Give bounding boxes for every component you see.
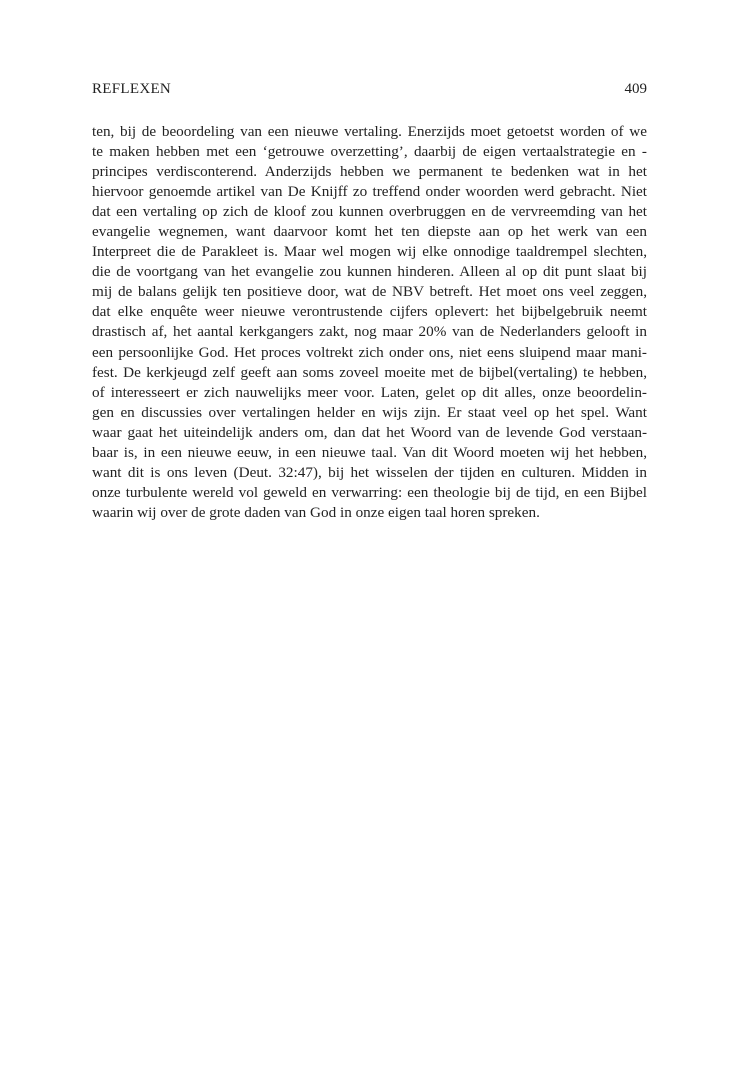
text-line: fest. De kerkjeugd zelf geeft aan soms zoveel moeite met de bijbel(vertaling) te hebben, <box>92 363 647 381</box>
text-line: die de voortgang van het evangelie zou kunnen hinderen. Alleen al op dit punt slaat bij <box>92 263 647 281</box>
text-line: evangelie wegnemen, want daarvoor komt het ten diepste aan op het werk van een <box>92 223 647 241</box>
text-line: waar gaat het uiteindelijk anders om, dan dat het Woord van de levende God verstaan- <box>92 423 647 441</box>
page-number: 409 <box>624 81 647 97</box>
body-paragraph <box>92 122 647 523</box>
text-line: baar is, in een nieuwe eeuw, in een nieuwe taal. Van dit Woord moeten wij het hebben, <box>92 443 647 461</box>
text-line: want dit is ons leven (Deut. 32:47), bij het wisselen der tijden en culturen. Midden in <box>92 463 647 481</box>
text-line: dat een vertaling op zich de kloof zou kunnen overbruggen en de vervreemding van het <box>92 203 647 221</box>
text-line: Interpreet die de Parakleet is. Maar wel mogen wij elke onnodige taaldrempel slechten, <box>92 243 647 261</box>
text-line: te maken hebben met een ‘getrouwe overzetting’, daarbij de eigen vertaalstrategie en - <box>92 143 647 161</box>
running-title: REFLEXEN <box>92 81 172 97</box>
text-line: mij de balans gelijk ten positieve door, wat de NBV betreft. Het moet ons veel zeggen, <box>92 283 647 301</box>
text-line: ten, bij de beoordeling van een nieuwe vertaling. Enerzijds moet getoetst worden of we <box>92 123 647 140</box>
running-head <box>92 79 647 99</box>
text-line: gen en discussies over vertalingen helder en wijs zijn. Er staat veel op het spel. Want <box>92 403 647 421</box>
text-line: waarin wij over de grote daden van God in onze eigen taal horen spreken. <box>92 503 540 521</box>
text-line: drastisch af, het aantal kerkgangers zakt, nog maar 20% van de Nederlanders gelooft in <box>92 323 647 341</box>
text-line: principes verdisconterend. Anderzijds hebben we permanent te bedenken wat in het <box>92 163 647 181</box>
text-line: of interesseert er zich nauwelijks meer voor. Laten, gelet op dit alles, onze beoordelin- <box>92 383 647 401</box>
text-line: een persoonlijke God. Het proces voltrekt zich onder ons, niet eens sluipend maar mani- <box>92 343 647 361</box>
text-line: dat elke enquête weer nieuwe verontrustende cijfers oplevert: het bijbelgebruik neemt <box>92 303 647 321</box>
text-line: hiervoor genoemde artikel van De Knijff zo treffend onder woorden werd gebracht. Niet <box>92 183 647 201</box>
text-line: onze turbulente wereld vol geweld en verwarring: een theologie bij de tijd, en een Bijbel <box>92 483 647 501</box>
